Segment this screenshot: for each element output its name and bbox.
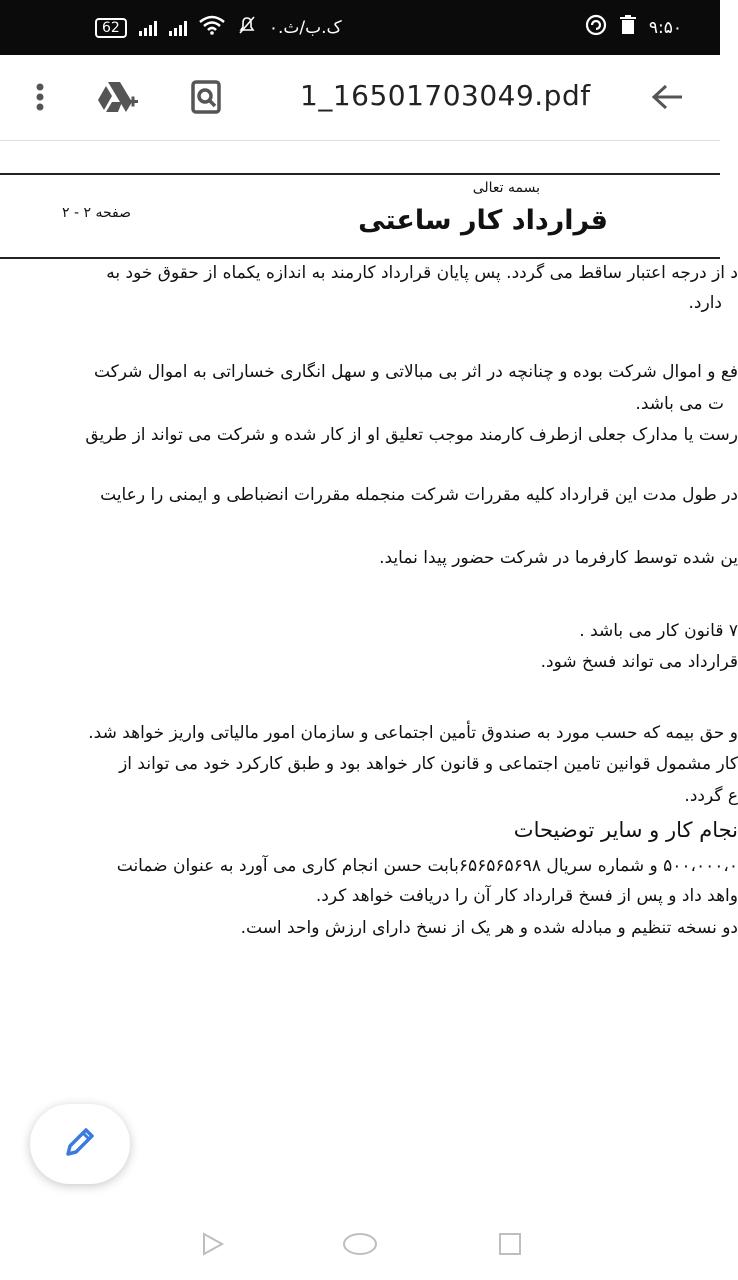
back-triangle-icon[interactable] [200,1232,224,1260]
muted-bell-icon [237,15,257,40]
doc-line: ۷ قانون کار می باشد . [579,621,738,641]
file-name-title: 1_16501703049.pdf [300,79,591,112]
edit-pencil-icon [62,1124,98,1164]
add-to-drive-icon[interactable] [94,73,142,121]
doc-line: در طول مدت این قرارداد کلیه مقررات شرکت منجمله مقررات انضباطی و ایمنی را رعایت [100,485,738,505]
contract-title: قرارداد کار ساعتی [358,205,608,236]
status-bar [0,0,720,55]
status-left [95,15,342,40]
back-arrow-icon[interactable] [644,73,692,121]
pdf-page-view[interactable] [0,140,738,1140]
home-circle-icon[interactable] [342,1232,378,1260]
doc-line: ین شده توسط کارفرما در شرکت حضور پیدا نماید. [379,548,738,568]
recents-square-icon[interactable] [498,1232,522,1260]
status-right [585,14,682,41]
carrier-text: ۰.ک.ب/ث [268,17,342,38]
page-header [0,173,720,259]
clock-time: ۹:۵۰ [648,17,682,38]
doc-line: ۵۰۰،۰۰۰،۰ و شماره سریال ۶۵۶۵۶۵۶۹۸بابت حسن انجام کاری می آورد به عنوان ضمانت [116,856,738,876]
doc-line: قرارداد می تواند فسخ شود. [540,652,738,672]
system-nav-bar [0,1200,720,1280]
find-in-page-icon[interactable] [182,73,230,121]
doc-line: ت می باشد. [635,394,724,414]
doc-line: فع و اموال شرکت بوده و چنانچه در اثر بی مبالاتی و سهل انگاری خساراتی به اموال شرکت [93,362,738,382]
doc-line: واهد داد و پس از فسخ قرارداد کار آن را دریافت خواهد کرد. [315,886,738,906]
doc-line: رست یا مدارک جعلی ازطرف کارمند موجب تعلیق او از کار شده و شرکت می تواند از طریق [85,425,738,445]
trash-icon [619,15,637,40]
doc-line: د از درجه اعتبار ساقط می گردد. پس پایان قرارداد کارمند به اندازه یکماه از حقوق خود به [106,263,738,283]
bismillah-text: بسمه تعالی [472,180,540,196]
edit-fab-button[interactable] [30,1104,130,1184]
signal-icon-2 [169,20,187,36]
doc-line-heading: نجام کار و سایر توضیحات [513,818,738,842]
wifi-icon [199,15,225,40]
signal-icon [139,20,157,36]
doc-line: دو نسخه تنظیم و مبادله شده و هر یک از نسخ دارای ارزش واحد است. [240,918,738,938]
more-vert-icon[interactable] [16,73,64,121]
doc-line: دارد. [688,293,722,313]
doc-line: ع گردد. [684,786,738,806]
doc-line: کار مشمول قوانین تامین اجتماعی و قانون کار خواهد بود و طبق کارکرد خود می تواند از [119,754,738,774]
page-number: صفحه ۲ - ۲ [62,205,131,221]
app-bar [0,55,720,141]
doc-line: و حق بیمه که حسب مورد به صندوق تأمین اجتماعی و سازمان امور مالیاتی واریز خواهد شد. [88,723,738,743]
battery-indicator: 62 [95,18,127,38]
app-notification-icon [585,14,607,41]
